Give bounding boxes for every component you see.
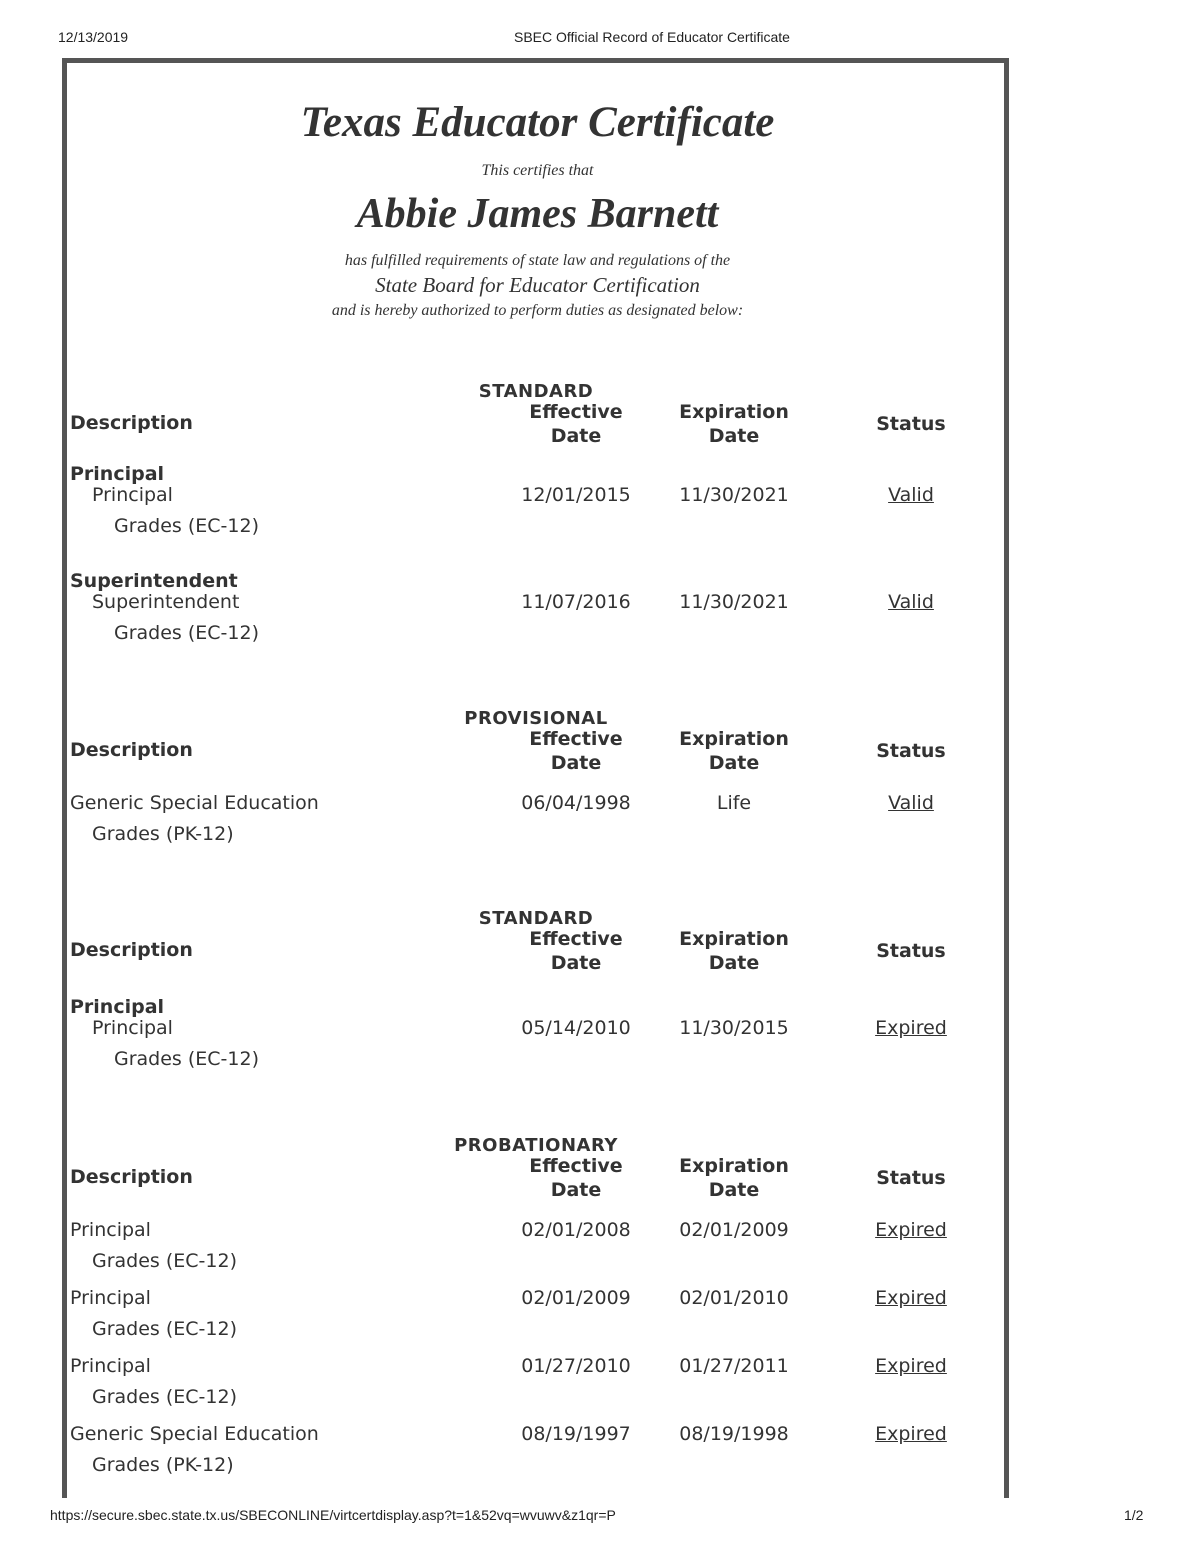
effective-date: 11/07/2016 <box>521 591 631 613</box>
column-header-expiration-date: Expiration Date <box>679 1155 789 1201</box>
print-page-number: 1/2 <box>1124 1507 1144 1523</box>
certificate-row <box>0 591 1000 653</box>
certificate-row <box>0 1287 1000 1349</box>
certificate-name: Principal <box>70 1287 151 1309</box>
fulfilled-text: has fulfilled requirements of state law and regulations of the <box>344 252 731 269</box>
column-header-description: Description <box>70 939 193 961</box>
certificate-row <box>0 484 1000 546</box>
expiration-date: 11/30/2015 <box>679 1017 789 1039</box>
certificate-name: Principal <box>70 1219 151 1241</box>
certificate-row <box>0 1219 1000 1281</box>
status-link[interactable]: Valid <box>888 591 934 613</box>
certificate-grades: Grades (EC-12) <box>92 1250 237 1272</box>
column-header-effective-date: Effective Date <box>529 1155 623 1201</box>
section-title: STANDARD <box>478 908 594 929</box>
expiration-date: 02/01/2009 <box>679 1219 789 1241</box>
effective-date: 02/01/2009 <box>521 1287 631 1309</box>
certificate-row <box>0 1355 1000 1417</box>
expiration-date: 01/27/2011 <box>679 1355 789 1377</box>
print-title: SBEC Official Record of Educator Certificate <box>514 29 790 45</box>
status-link[interactable]: Expired <box>875 1017 947 1039</box>
certificate-grades: Grades (EC-12) <box>92 1386 237 1408</box>
status-link[interactable]: Expired <box>875 1355 947 1377</box>
certificate-name: Generic Special Education <box>70 792 319 814</box>
certificate-grades: Grades (EC-12) <box>114 1048 259 1070</box>
certificate-name: Principal <box>70 1355 151 1377</box>
status-link[interactable]: Expired <box>875 1423 947 1445</box>
certificate-grades: Grades (EC-12) <box>114 622 259 644</box>
certificate-grades: Grades (PK-12) <box>92 1454 234 1476</box>
column-header-status: Status <box>876 740 946 762</box>
certificate-name: Principal <box>92 1017 173 1039</box>
section-title: PROBATIONARY <box>454 1135 618 1156</box>
effective-date: 06/04/1998 <box>521 792 631 814</box>
effective-date: 01/27/2010 <box>521 1355 631 1377</box>
print-date: 12/13/2019 <box>58 29 129 45</box>
certificate-group-heading: Principal <box>70 996 165 1018</box>
authorized-text: and is hereby authorized to perform duties as designated below: <box>331 302 744 319</box>
effective-date: 05/14/2010 <box>521 1017 631 1039</box>
certificate-row <box>0 1423 1000 1485</box>
certificate-title: Texas Educator Certificate <box>300 99 775 146</box>
expiration-date: 11/30/2021 <box>679 591 789 613</box>
column-header-description: Description <box>70 412 193 434</box>
expiration-date: Life <box>716 792 752 814</box>
column-header-status: Status <box>876 940 946 962</box>
certificate-grades: Grades (PK-12) <box>92 823 234 845</box>
section-title: STANDARD <box>478 381 594 402</box>
expiration-date: 02/01/2010 <box>679 1287 789 1309</box>
column-header-status: Status <box>876 1167 946 1189</box>
column-header-description: Description <box>70 739 193 761</box>
column-header-status: Status <box>876 413 946 435</box>
certificate-grades: Grades (EC-12) <box>114 515 259 537</box>
certificate-group-heading: Principal <box>70 463 165 485</box>
holder-name: Abbie James Barnett <box>356 191 719 237</box>
certifies-that-text: This certifies that <box>481 162 594 179</box>
column-header-expiration-date: Expiration Date <box>679 728 789 774</box>
status-link[interactable]: Valid <box>888 792 934 814</box>
section-title: PROVISIONAL <box>464 708 608 729</box>
certificate-name: Generic Special Education <box>70 1423 319 1445</box>
effective-date: 08/19/1997 <box>521 1423 631 1445</box>
column-header-effective-date: Effective Date <box>529 401 623 447</box>
column-header-description: Description <box>70 1166 193 1188</box>
certificate-group-heading: Superintendent <box>70 570 238 592</box>
effective-date: 02/01/2008 <box>521 1219 631 1241</box>
column-header-expiration-date: Expiration Date <box>679 928 789 974</box>
certificate-row <box>0 792 1000 854</box>
column-header-effective-date: Effective Date <box>529 928 623 974</box>
print-url: https://secure.sbec.state.tx.us/SBECONLINE/virtcertdisplay.asp?t=1&52vq=wvuwv&z1qr=P <box>50 1507 616 1523</box>
expiration-date: 08/19/1998 <box>679 1423 789 1445</box>
board-name: State Board for Educator Certification <box>375 273 700 297</box>
column-header-expiration-date: Expiration Date <box>679 401 789 447</box>
expiration-date: 11/30/2021 <box>679 484 789 506</box>
status-link[interactable]: Valid <box>888 484 934 506</box>
certificate-name: Superintendent <box>92 591 240 613</box>
column-header-effective-date: Effective Date <box>529 728 623 774</box>
status-link[interactable]: Expired <box>875 1219 947 1241</box>
status-link[interactable]: Expired <box>875 1287 947 1309</box>
effective-date: 12/01/2015 <box>521 484 631 506</box>
certificate-row <box>0 1017 1000 1079</box>
certificate-grades: Grades (EC-12) <box>92 1318 237 1340</box>
certificate-name: Principal <box>92 484 173 506</box>
